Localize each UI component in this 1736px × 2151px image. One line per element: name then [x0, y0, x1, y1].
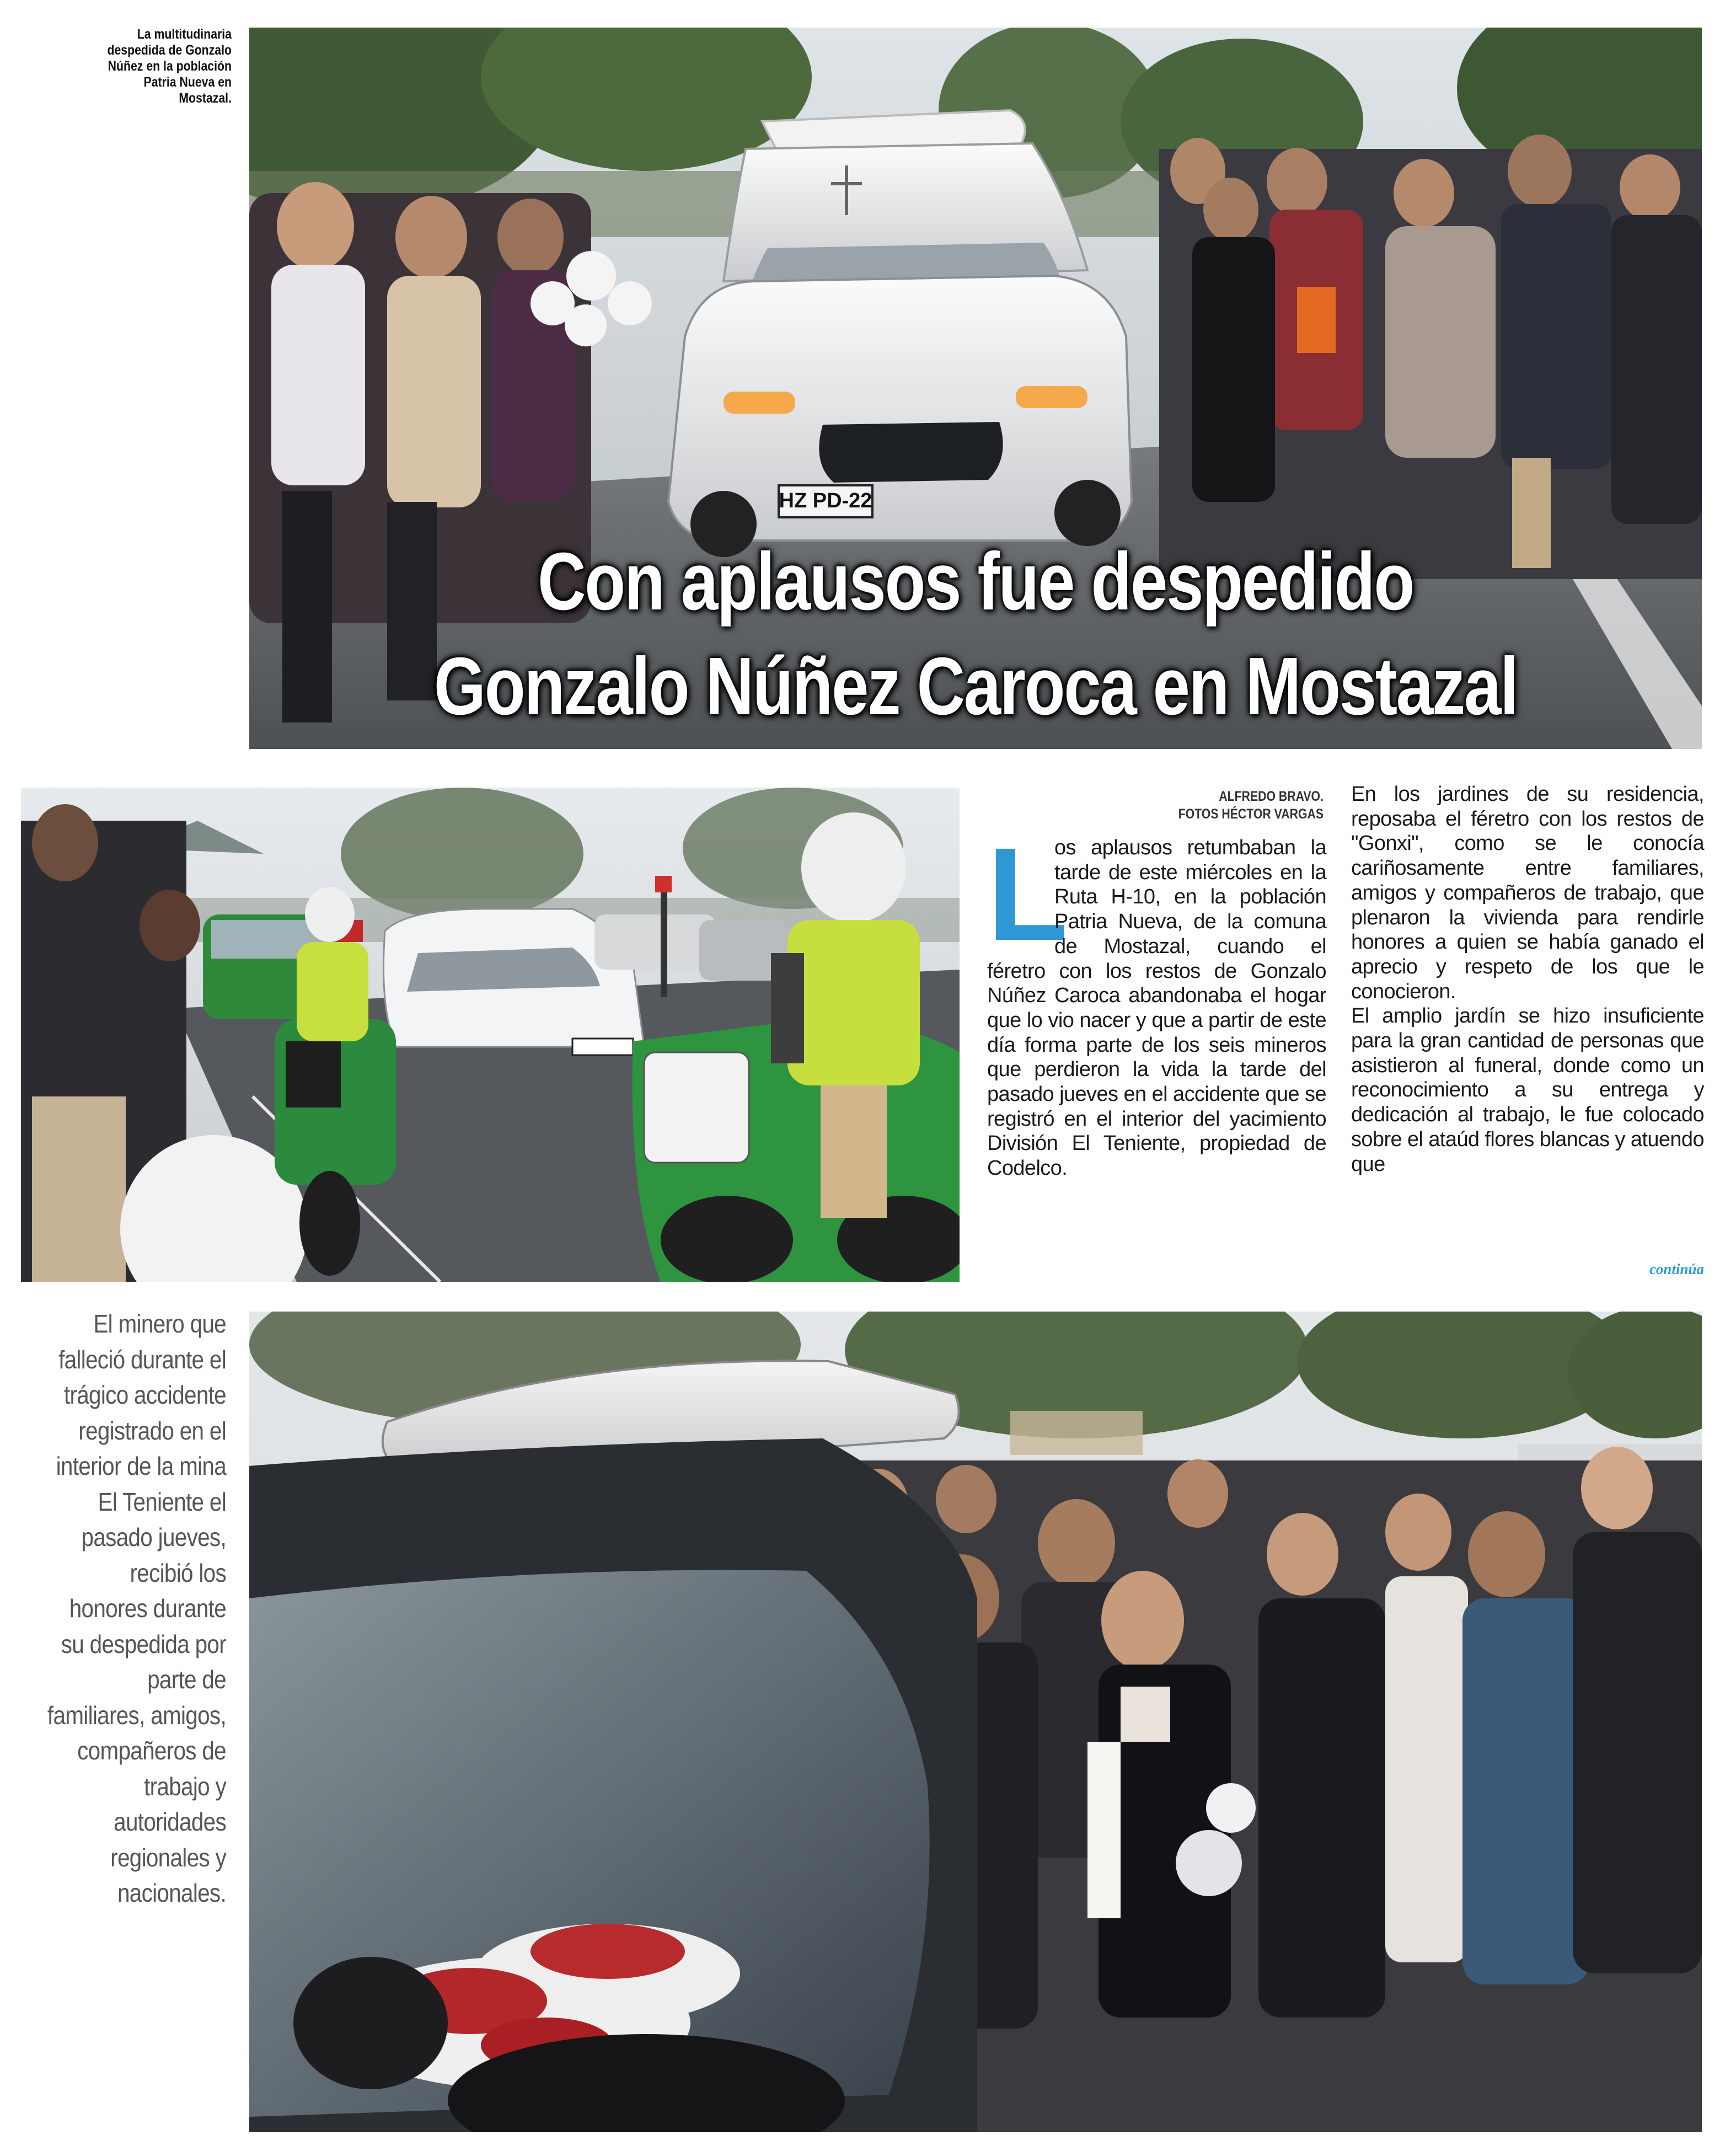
headline	[380, 529, 1571, 739]
bottom-photo-crowd-applause	[249, 1312, 1702, 2132]
headline-line-1: Con aplausos fue despedido	[537, 536, 1414, 627]
license-plate-text: HZ PD-22	[779, 489, 872, 512]
dropcap: L	[987, 820, 1068, 968]
article-column-1	[987, 820, 1326, 1181]
headline-line-2: Gonzalo Núñez Caroca en Mostazal	[433, 641, 1518, 732]
article-paragraph-1: os aplausos retumbaban la tarde de este miércoles en la Ruta H-10, en la población Patria Nueva, de la comuna de Mostazal, cuando el féretro con los restos de Gonzalo Núñez Caroca abandonaba el hogar que lo vio nacer y que a partir de este día forma parte de los seis mineros que perdieron la vida la tarde del pasado jueves en el accidente que se registró en el interior del yacimiento División El Teniente, propiedad de Codelco.	[987, 836, 1326, 1180]
continues-link[interactable]: continúa	[1649, 1261, 1704, 1277]
byline	[1033, 788, 1324, 823]
middle-photo-police-escort	[21, 788, 960, 1282]
byline-author: ALFREDO BRAVO.	[1219, 789, 1324, 804]
article-paragraph-2: En los jardines de su residencia, reposaba el féretro con los restos de "Gonxi", como se le conocía cariñosamente entre familiares, amigos y compañeros de trabajo, que plenaron la vivienda para rendirle honores a quien se había ganado el aprecio y respeto de los que le conocieron.	[1351, 783, 1704, 1003]
byline-photos: FOTOS HÉCTOR VARGAS	[1178, 806, 1324, 822]
bottom-photo-caption: El minero que falleció durante el trágico accidente registrado en el interior de la mina El Teniente el pasado jueves, recibió los honores durante su despedida por parte de familiares, amigos, compañeros de trabajo y autoridades regionales y nacionales.	[47, 1309, 227, 1907]
top-photo-caption: La multitudinaria despedida de Gonzalo Núñez en la población Patria Nueva en Mostazal.	[107, 26, 232, 106]
article-paragraph-3: El amplio jardín se hizo insuficiente para la gran cantidad de personas que asistieron al funeral, donde como un reconocimiento a su entrega y dedicación al trabajo, le fue colocado sobre el ataúd flores blancas y atuendo que	[1351, 1004, 1704, 1176]
article-column-2	[1351, 782, 1704, 1176]
